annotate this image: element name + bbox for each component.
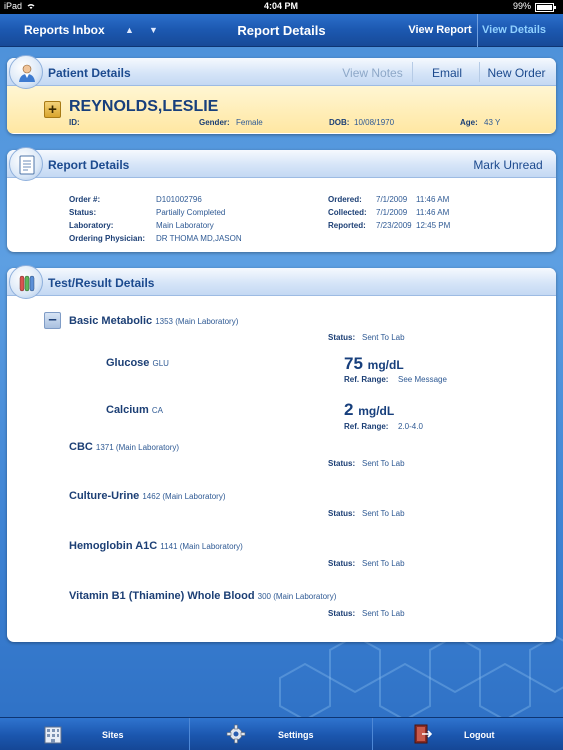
test-group-name: CBC — [69, 441, 93, 453]
building-icon — [43, 724, 63, 746]
result-name: Calcium — [106, 404, 149, 416]
status-label: Status: — [328, 509, 356, 518]
result-number: 2 — [344, 400, 354, 419]
view-notes-button[interactable]: View Notes — [342, 66, 403, 80]
result-code: GLU — [152, 359, 169, 368]
order-number-value: D101002796 — [156, 195, 202, 204]
status-value: Sent To Lab — [362, 509, 405, 518]
status-value: Sent To Lab — [362, 559, 405, 568]
email-button[interactable]: Email — [431, 66, 462, 80]
test-group-vitamin-b1[interactable] — [69, 590, 336, 602]
test-group-name: Vitamin B1 (Thiamine) Whole Blood — [69, 590, 255, 602]
test-result-header — [7, 268, 556, 296]
settings-label: Settings — [278, 730, 314, 740]
age-value: 43 Y — [484, 118, 501, 127]
divider — [189, 718, 190, 750]
sites-label: Sites — [102, 730, 124, 740]
result-number: 75 — [344, 354, 363, 373]
ordering-physician-value: DR THOMA MD,JASON — [156, 234, 242, 243]
age-label: Age: — [460, 118, 478, 127]
test-group-cbc[interactable] — [69, 441, 179, 453]
patient-icon — [9, 55, 43, 89]
dob-label: DOB: — [329, 118, 350, 127]
test-group-detail: 1371 (Main Laboratory) — [95, 443, 180, 452]
dob-value: 10/08/1970 — [354, 118, 395, 127]
status-value: Partially Completed — [156, 208, 226, 217]
gear-icon — [226, 724, 246, 746]
result-value — [344, 354, 404, 374]
patient-details-header — [7, 58, 556, 86]
logout-label: Logout — [464, 730, 495, 740]
laboratory-value: Main Laboratory — [156, 221, 214, 230]
status-label: Status: — [328, 459, 356, 468]
test-result-details-panel — [7, 268, 556, 642]
logout-door-icon — [412, 724, 432, 746]
clock: 4:04 PM — [264, 1, 299, 11]
page-title: Report Details — [237, 23, 326, 38]
test-group-name: Hemoglobin A1C — [69, 540, 158, 552]
ref-range-value: 2.0-4.0 — [398, 422, 423, 431]
expand-plus-icon[interactable]: + — [44, 101, 61, 118]
laboratory-label: Laboratory: — [69, 221, 114, 230]
report-icon — [9, 147, 43, 181]
patient-name: REYNOLDS,LESLIE — [69, 98, 219, 115]
test-group-culture-urine[interactable] — [69, 490, 226, 502]
result-calcium[interactable] — [106, 404, 163, 416]
test-group-name: Culture-Urine — [69, 490, 140, 502]
result-unit: mg/dL — [358, 404, 395, 418]
battery-percent: 99% — [513, 1, 532, 11]
status-value: Sent To Lab — [362, 333, 405, 342]
view-report-tab[interactable]: View Report — [403, 14, 478, 47]
new-order-button[interactable]: New Order — [487, 66, 546, 80]
patient-details-panel — [7, 58, 556, 134]
divider — [412, 62, 413, 82]
divider — [372, 718, 373, 750]
report-details-panel — [7, 150, 556, 252]
collected-label: Collected: — [328, 208, 367, 217]
view-details-tab[interactable]: View Details — [482, 24, 546, 36]
reports-inbox-button[interactable]: Reports Inbox — [24, 23, 105, 37]
status-label: Status: — [328, 559, 356, 568]
collected-value: 7/1/2009 11:46 AM — [376, 208, 450, 217]
settings-tab[interactable] — [191, 718, 372, 750]
logout-tab[interactable] — [374, 718, 563, 750]
result-unit: mg/dL — [367, 358, 404, 372]
test-group-detail: 300 (Main Laboratory) — [257, 592, 337, 601]
reported-label: Reported: — [328, 221, 366, 230]
order-number-label: Order #: — [69, 195, 101, 204]
patient-details-title: Patient Details — [48, 66, 131, 80]
test-group-detail: 1462 (Main Laboratory) — [142, 492, 226, 501]
status-label: Status: — [328, 609, 356, 618]
ref-range-label: Ref. Range: — [344, 375, 389, 384]
test-group-detail: 1353 (Main Laboratory) — [155, 317, 239, 326]
ref-range-label: Ref. Range: — [344, 422, 389, 431]
up-arrow-icon[interactable]: ▲ — [125, 25, 134, 35]
down-arrow-icon[interactable]: ▼ — [149, 25, 158, 35]
status-value: Sent To Lab — [362, 459, 405, 468]
sites-tab[interactable] — [0, 718, 189, 750]
status-value: Sent To Lab — [362, 609, 405, 618]
bottom-toolbar — [0, 717, 563, 750]
gender-label: Gender: — [199, 118, 230, 127]
result-name: Glucose — [106, 357, 150, 369]
test-group-basic-metabolic[interactable] — [69, 315, 238, 327]
collapse-minus-icon[interactable]: – — [44, 312, 61, 329]
status-bar — [0, 0, 563, 14]
gender-value: Female — [236, 118, 263, 127]
divider — [479, 62, 480, 82]
result-glucose[interactable] — [106, 357, 169, 369]
test-result-title: Test/Result Details — [48, 276, 155, 290]
test-group-hemoglobin-a1c[interactable] — [69, 540, 243, 552]
result-code: CA — [151, 406, 163, 415]
result-value — [344, 400, 394, 420]
ordered-value: 7/1/2009 11:46 AM — [376, 195, 450, 204]
battery-icon — [535, 3, 557, 14]
mark-unread-button[interactable]: Mark Unread — [473, 158, 543, 172]
test-group-name: Basic Metabolic — [69, 315, 153, 327]
report-details-header — [7, 150, 556, 178]
device-label: iPad — [4, 1, 23, 11]
ordering-physician-label: Ordering Physician: — [69, 234, 146, 243]
navigation-bar — [0, 14, 563, 47]
id-label: ID: — [69, 118, 80, 127]
report-details-title: Report Details — [48, 158, 130, 172]
reported-value: 7/23/2009 12:45 PM — [376, 221, 451, 230]
test-group-detail: 1141 (Main Laboratory) — [160, 542, 243, 551]
test-tubes-icon — [9, 265, 43, 299]
status-label: Status: — [328, 333, 356, 342]
wifi-icon — [26, 2, 36, 12]
ordered-label: Ordered: — [328, 195, 362, 204]
status-label: Status: — [69, 208, 97, 217]
ref-range-value: See Message — [398, 375, 447, 384]
